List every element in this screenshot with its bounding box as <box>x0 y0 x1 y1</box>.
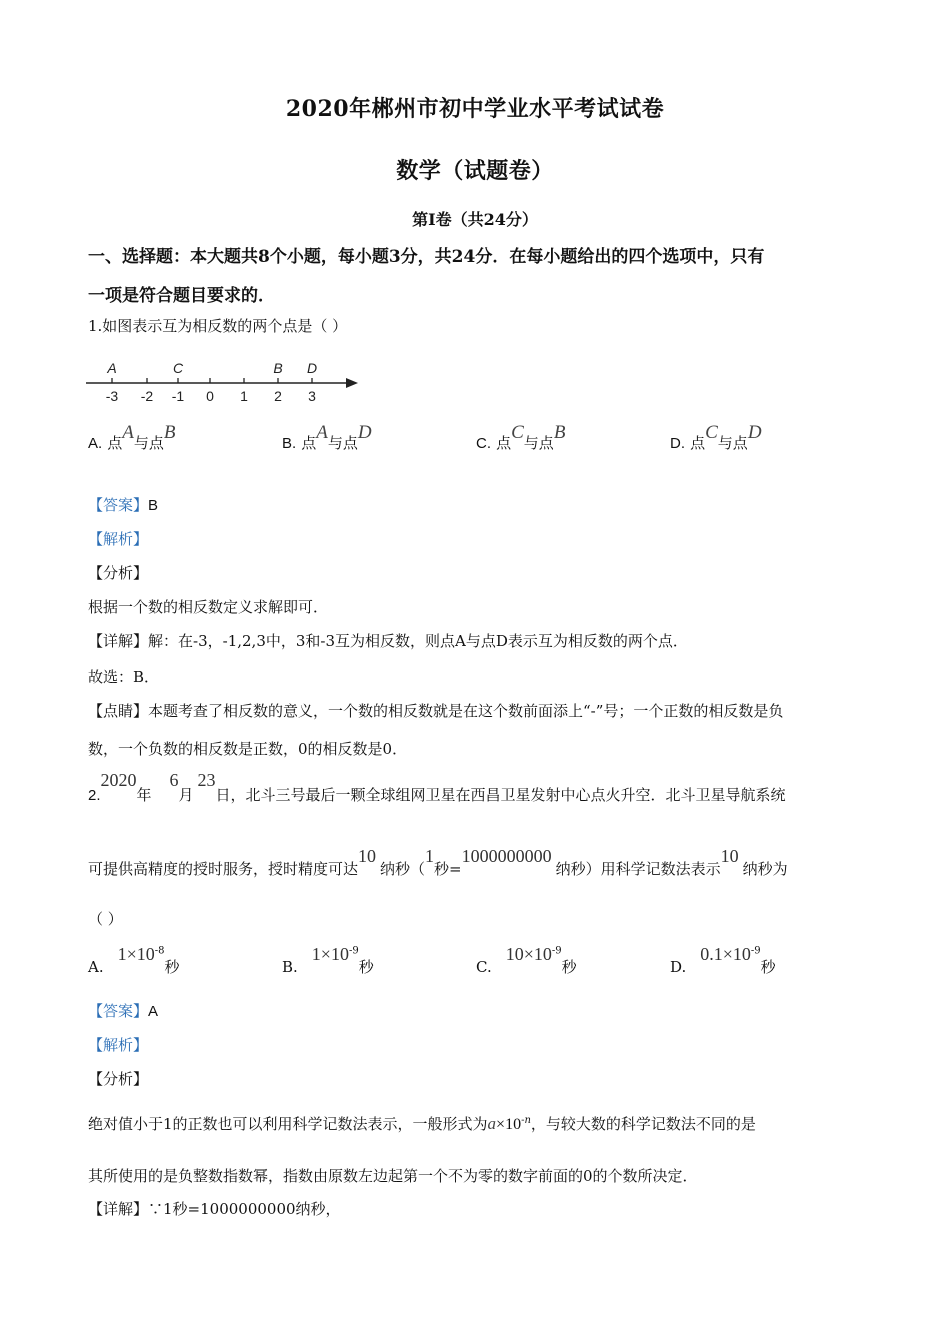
option-unit: 秒 <box>760 958 776 976</box>
q1-fenxi-text: 根据一个数的相反数定义求解即可． <box>88 598 329 616</box>
point-label: A <box>316 422 328 443</box>
option-label: C. <box>476 958 492 976</box>
option-base: 1×10 <box>311 944 349 964</box>
number-line-figure <box>86 355 366 405</box>
detail-tag: 【详解】 <box>88 1200 149 1218</box>
option-label: C. <box>476 435 491 452</box>
q2-stem-line2 <box>88 846 788 878</box>
text: 月 <box>178 786 194 804</box>
option-unit: 秒 <box>164 958 180 976</box>
number-line-tick-label: -1 <box>171 388 185 404</box>
math-value: 1000000000 <box>461 846 552 866</box>
answer-value: A <box>148 1003 159 1020</box>
math-value: 1 <box>425 846 435 866</box>
formula-base: ×10 <box>496 1116 522 1133</box>
text: 秒= <box>434 860 462 878</box>
text: 可提供高精度的授时服务，授时精度可达 <box>88 860 359 878</box>
text: 纳秒（ <box>380 860 426 878</box>
option-base: 10×10 <box>505 944 552 964</box>
number-line-points <box>106 360 317 376</box>
q2-number: 2. <box>88 787 101 804</box>
option-text: 与点 <box>717 434 748 452</box>
q2-option-c[interactable] <box>476 944 577 976</box>
q2-stem-line1 <box>88 770 786 804</box>
option-label: A. <box>88 435 103 452</box>
number-line-point-label: A <box>107 360 117 376</box>
point-label: A <box>122 422 134 443</box>
q2-detail <box>88 1198 341 1219</box>
number-line-tick-label: 0 <box>206 388 214 404</box>
q1-option-c[interactable] <box>476 422 566 454</box>
option-text: 与点 <box>133 434 164 452</box>
q1-option-a[interactable] <box>88 422 176 454</box>
q2-answer <box>88 1000 158 1021</box>
month-value: 6 <box>169 770 179 790</box>
option-base: 0.1×10 <box>700 944 751 964</box>
option-exponent: -9 <box>551 945 562 957</box>
detail-text: 解：在-3，-1,2,3中，3和-3互为相反数，则点A与点D表示互为相反数的两个点． <box>148 632 688 650</box>
number-line-tick-label: 3 <box>308 388 316 404</box>
text: 纳秒）用科学记数法表示 <box>555 860 721 878</box>
option-exponent: -9 <box>348 945 359 957</box>
option-text: 点 <box>301 434 317 452</box>
q2-option-d[interactable] <box>670 944 776 976</box>
number-line-point-label: B <box>273 360 283 376</box>
q2-option-a[interactable] <box>88 944 180 976</box>
q2-analysis-tag: 【解析】 <box>88 1036 149 1054</box>
part-heading-line1: 一、选择题：本大题共8个小题，每小题3分，共24分．在每小题给出的四个选项中，只有 <box>88 247 765 267</box>
q2-fenxi-tag: 【分析】 <box>88 1070 149 1088</box>
formula-exponent: -n <box>521 1115 531 1126</box>
point-label: C <box>511 422 524 443</box>
point-label: D <box>357 422 372 443</box>
number-line-tick-label: 2 <box>274 388 282 404</box>
number-line-point-label: C <box>172 360 184 376</box>
point-label: B <box>553 422 566 443</box>
option-label: D. <box>670 958 687 976</box>
option-text: 点 <box>107 434 123 452</box>
q1-detail <box>88 630 688 651</box>
option-label: B. <box>282 958 298 976</box>
q1-analysis-tag: 【解析】 <box>88 530 149 548</box>
q1-comment-line1 <box>88 700 783 721</box>
q1-choose: 故选：B． <box>88 668 160 686</box>
option-label: D. <box>670 435 685 452</box>
q2-paren: （ ） <box>88 910 123 928</box>
number-line-point-label: D <box>306 360 318 376</box>
answer-tag: 【答案】 <box>88 496 149 514</box>
text: 纳秒为 <box>742 860 788 878</box>
point-label: C <box>705 422 718 443</box>
q1-option-b[interactable] <box>282 422 372 454</box>
answer-value: B <box>148 497 159 514</box>
q1-option-d[interactable] <box>670 422 762 454</box>
number-line-arrow <box>346 378 358 388</box>
q2-fenxi-line1 <box>88 1113 756 1134</box>
option-unit: 秒 <box>358 958 374 976</box>
number-line-tick-label: -2 <box>140 388 154 404</box>
q1-comment-line2: 数，一个负数的相反数是正数，0的相反数是0． <box>88 740 408 758</box>
q2-fenxi-line2: 其所使用的是负整数指数幂，指数由原数左边起第一个不为零的数字前面的0的个数所决定． <box>88 1167 698 1185</box>
formula-variable: a <box>487 1114 497 1133</box>
q1-fenxi-tag: 【分析】 <box>88 564 149 582</box>
section-heading: 第Ⅰ卷（共24分） <box>412 210 538 229</box>
option-text: 与点 <box>327 434 358 452</box>
point-label: B <box>163 422 176 443</box>
part-heading-line2: 一项是符合题目要求的． <box>88 286 275 306</box>
text: 绝对值小于1的正数也可以利用科学记数法表示，一般形式为 <box>88 1115 488 1133</box>
page-subtitle: 数学（试题卷） <box>396 158 554 184</box>
day-value: 23 <box>197 770 216 790</box>
option-base: 1×10 <box>117 944 155 964</box>
detail-tag: 【详解】 <box>88 632 149 650</box>
point-label: D <box>747 422 762 443</box>
text: ，与较大数的科学记数法不同的是 <box>530 1115 756 1133</box>
option-text: 与点 <box>523 434 554 452</box>
text: 年 <box>136 786 152 804</box>
option-label: A. <box>88 958 104 976</box>
q1-stem: 1.如图表示互为相反数的两个点是（ ） <box>88 317 348 335</box>
option-text: 点 <box>690 434 706 452</box>
text: 日，北斗三号最后一颗全球组网卫星在西昌卫星发射中心点火升空．北斗卫星导航系统 <box>215 786 786 804</box>
option-text: 点 <box>496 434 512 452</box>
option-label: B. <box>282 435 297 452</box>
math-value: 10 <box>720 846 739 866</box>
number-line-tick-label: -3 <box>105 388 119 404</box>
math-value: 10 <box>358 846 377 866</box>
option-exponent: -9 <box>750 945 761 957</box>
option-unit: 秒 <box>561 958 577 976</box>
q2-option-b[interactable] <box>282 944 374 976</box>
comment-tag: 【点睛】 <box>88 702 149 720</box>
number-line-tick-label: 1 <box>240 388 248 404</box>
page-title: 2020年郴州市初中学业水平考试试卷 <box>285 96 665 122</box>
detail-text: ∵1秒=1000000000纳秒， <box>148 1200 341 1218</box>
option-exponent: -8 <box>154 945 165 957</box>
q1-answer <box>88 494 158 515</box>
comment-text: 本题考查了相反数的意义，一个数的相反数就是在这个数前面添上“-”号；一个正数的相反数是负 <box>148 702 784 720</box>
year-value: 2020 <box>100 770 137 790</box>
number-line-ticks <box>106 378 316 404</box>
answer-tag: 【答案】 <box>88 1002 149 1020</box>
